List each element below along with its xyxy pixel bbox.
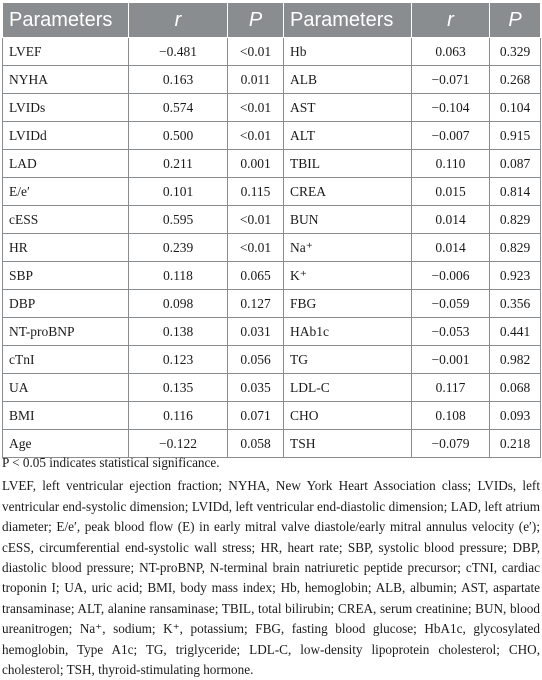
cell-r-right: −0.104 <box>412 94 490 122</box>
cell-p-right: 0.087 <box>490 150 541 178</box>
cell-r-left: 0.239 <box>129 234 228 262</box>
table-row <box>3 66 541 94</box>
table-body <box>3 38 541 458</box>
cell-param-left: LVIDs <box>3 94 129 122</box>
cell-param-left: NT-proBNP <box>3 318 129 346</box>
cell-p-right: 0.268 <box>490 66 541 94</box>
header-parameters-right: Parameters <box>284 3 412 38</box>
cell-p-right: 0.068 <box>490 374 541 402</box>
cell-p-left: 0.011 <box>228 66 284 94</box>
table-row <box>3 234 541 262</box>
header-parameters-left: Parameters <box>3 3 129 38</box>
cell-r-right: −0.006 <box>412 262 490 290</box>
cell-r-right: 0.014 <box>412 206 490 234</box>
cell-param-left: cESS <box>3 206 129 234</box>
table-row <box>3 206 541 234</box>
cell-p-right: 0.218 <box>490 430 541 458</box>
table-row <box>3 122 541 150</box>
cell-r-left: 0.500 <box>129 122 228 150</box>
cell-r-left: 0.595 <box>129 206 228 234</box>
cell-param-right: TSH <box>284 430 412 458</box>
cell-param-left: LVIDd <box>3 122 129 150</box>
cell-param-right: ALB <box>284 66 412 94</box>
cell-p-right: 0.982 <box>490 346 541 374</box>
header-p-left: P <box>228 3 284 38</box>
cell-param-left: Age <box>3 430 129 458</box>
cell-p-left: <0.01 <box>228 38 284 66</box>
cell-r-right: 0.015 <box>412 178 490 206</box>
significance-note: P < 0.05 indicates statistical significance. <box>2 455 220 470</box>
cell-p-right: 0.923 <box>490 262 541 290</box>
cell-r-left: 0.574 <box>129 94 228 122</box>
table-row <box>3 38 541 66</box>
cell-param-right: Na⁺ <box>284 234 412 262</box>
table-row <box>3 402 541 430</box>
table-header-row <box>3 3 541 38</box>
table-row <box>3 290 541 318</box>
cell-p-right: 0.104 <box>490 94 541 122</box>
cell-p-left: <0.01 <box>228 234 284 262</box>
table-row <box>3 374 541 402</box>
cell-param-right: CREA <box>284 178 412 206</box>
table-row <box>3 94 541 122</box>
cell-param-right: TBIL <box>284 150 412 178</box>
cell-r-right: 0.110 <box>412 150 490 178</box>
cell-param-right: TG <box>284 346 412 374</box>
cell-p-right: 0.329 <box>490 38 541 66</box>
cell-param-right: FBG <box>284 290 412 318</box>
cell-param-left: DBP <box>3 290 129 318</box>
table-row <box>3 178 541 206</box>
cell-p-left: 0.031 <box>228 318 284 346</box>
cell-r-right: 0.014 <box>412 234 490 262</box>
cell-p-left: 0.065 <box>228 262 284 290</box>
cell-param-right: ALT <box>284 122 412 150</box>
cell-p-left: 0.058 <box>228 430 284 458</box>
cell-r-right: −0.071 <box>412 66 490 94</box>
cell-param-left: cTnI <box>3 346 129 374</box>
cell-r-left: 0.163 <box>129 66 228 94</box>
cell-param-right: LDL-C <box>284 374 412 402</box>
cell-r-left: 0.211 <box>129 150 228 178</box>
cell-p-left: 0.001 <box>228 150 284 178</box>
cell-r-right: −0.007 <box>412 122 490 150</box>
cell-p-left: <0.01 <box>228 206 284 234</box>
cell-param-left: UA <box>3 374 129 402</box>
table-footnotes <box>2 453 540 680</box>
table-row <box>3 150 541 178</box>
cell-param-right: HAb1c <box>284 318 412 346</box>
correlation-table <box>2 2 541 458</box>
cell-p-left: 0.056 <box>228 346 284 374</box>
cell-param-right: BUN <box>284 206 412 234</box>
cell-r-left: 0.116 <box>129 402 228 430</box>
cell-param-left: BMI <box>3 402 129 430</box>
cell-param-right: K⁺ <box>284 262 412 290</box>
cell-p-left: 0.127 <box>228 290 284 318</box>
cell-param-right: Hb <box>284 38 412 66</box>
table-row <box>3 262 541 290</box>
cell-p-right: 0.829 <box>490 206 541 234</box>
cell-p-left: <0.01 <box>228 94 284 122</box>
cell-r-right: −0.001 <box>412 346 490 374</box>
cell-param-left: SBP <box>3 262 129 290</box>
header-p-right: P <box>490 3 541 38</box>
cell-p-left: 0.115 <box>228 178 284 206</box>
cell-p-right: 0.441 <box>490 318 541 346</box>
cell-r-left: −0.481 <box>129 38 228 66</box>
cell-p-right: 0.814 <box>490 178 541 206</box>
cell-r-right: 0.063 <box>412 38 490 66</box>
cell-r-right: 0.108 <box>412 402 490 430</box>
cell-param-right: CHO <box>284 402 412 430</box>
cell-r-left: 0.123 <box>129 346 228 374</box>
cell-param-left: HR <box>3 234 129 262</box>
cell-p-right: 0.356 <box>490 290 541 318</box>
cell-param-left: LVEF <box>3 38 129 66</box>
cell-r-left: 0.118 <box>129 262 228 290</box>
cell-r-left: 0.098 <box>129 290 228 318</box>
cell-r-left: 0.135 <box>129 374 228 402</box>
header-r-right: r <box>412 3 490 38</box>
cell-param-left: LAD <box>3 150 129 178</box>
header-r-left: r <box>129 3 228 38</box>
cell-r-left: 0.138 <box>129 318 228 346</box>
cell-r-left: −0.122 <box>129 430 228 458</box>
cell-r-left: 0.101 <box>129 178 228 206</box>
cell-p-left: 0.071 <box>228 402 284 430</box>
table-row <box>3 346 541 374</box>
cell-p-right: 0.093 <box>490 402 541 430</box>
abbreviations-note: LVEF, left ventricular ejection fraction; NYHA, New York Heart Association class; LVIDs, left ventricular end-systolic dimension; LVIDd, left ventricular end-diastolic dimension; LAD, left atrium diameter; E/e′, peak blood flow (E) in early mitral valve diastole/early mitral annulus velocity (e′); cESS, circumferential end-systolic wall stress; HR, heart rate; SBP, systolic blood pressure; DBP, diastolic blood pressure; NT-proBNP, N-terminal brain natriuretic peptide precursor; cTNI, cardiac troponin I; UA, uric acid; BMI, body mass index; Hb, hemoglobin; ALB, albumin; AST, aspartate transaminase; ALT, alanine ransaminase; TBIL, total bilirubin; CREA, serum creatinine; BUN, blood ureanitrogen; Na⁺, sodium; K⁺, potassium; FBG, fasting blood glucose; HbA1c, glycosylated hemoglobin, Type A1c; TG, triglyceride; LDL-C, low-density lipoprotein cholesterol; CHO, cholesterol; TSH, thyroid-stimulating hormone. <box>2 478 540 678</box>
cell-param-left: NYHA <box>3 66 129 94</box>
cell-param-right: AST <box>284 94 412 122</box>
cell-r-right: −0.059 <box>412 290 490 318</box>
cell-r-right: 0.117 <box>412 374 490 402</box>
cell-p-left: 0.035 <box>228 374 284 402</box>
cell-param-left: E/e′ <box>3 178 129 206</box>
table-row <box>3 318 541 346</box>
cell-p-right: 0.829 <box>490 234 541 262</box>
cell-p-right: 0.915 <box>490 122 541 150</box>
cell-p-left: <0.01 <box>228 122 284 150</box>
cell-r-right: −0.079 <box>412 430 490 458</box>
cell-r-right: −0.053 <box>412 318 490 346</box>
